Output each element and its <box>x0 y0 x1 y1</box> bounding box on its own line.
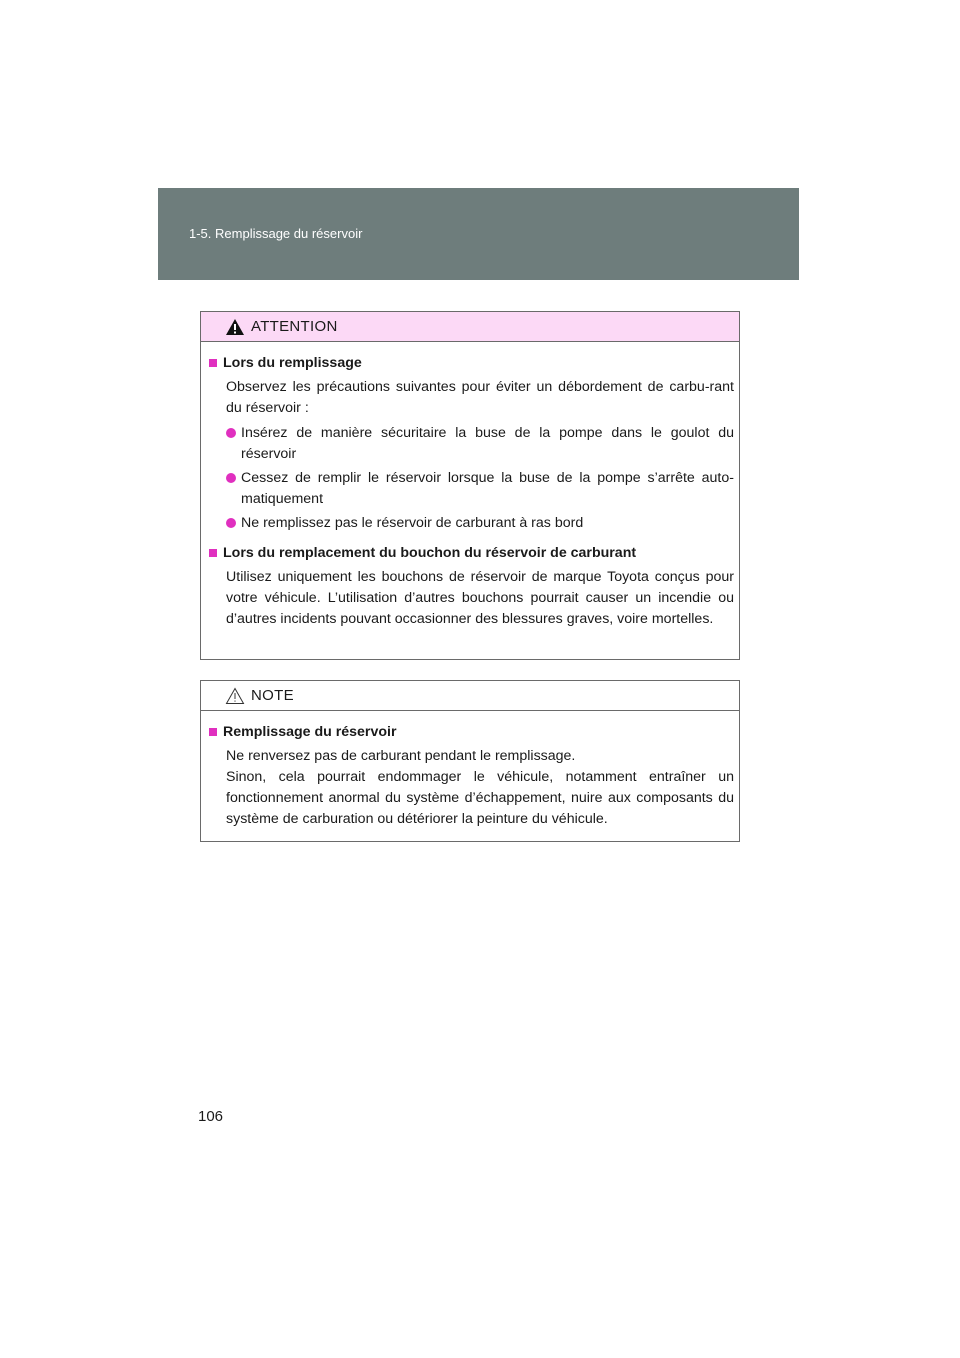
list-item <box>209 513 734 534</box>
list-item-text: Cessez de remplir le réservoir lorsque la buse de la pompe s’arrête auto-matiquement <box>241 470 734 507</box>
warning-triangle-icon <box>225 318 245 336</box>
paragraph: Sinon, cela pourrait endommager le véhicule, notamment entraîner un fonctionnement anormal du système d’échappement, nuire aux composants du système de carburation ou détériorer la peinture du véhicule. <box>226 769 734 827</box>
section-heading-text: Lors du remplacement du bouchon du réservoir de carburant <box>223 545 637 561</box>
circle-bullet-icon <box>226 518 236 528</box>
caution-outline-triangle-icon <box>225 687 245 705</box>
section-heading <box>209 543 734 564</box>
square-bullet-icon <box>209 728 217 736</box>
section-heading <box>209 722 734 743</box>
note-box <box>200 680 740 842</box>
paragraph: Utilisez uniquement les bouchons de réservoir de marque Toyota conçus pour votre véhicule. L’utilisation d’autres bouchons pourrait causer un incendie ou d’autres incidents pouvant occasionner des blessures graves, voire mortelles. <box>226 569 734 627</box>
warning-box-body <box>201 342 739 630</box>
paragraph: Observez les précautions suivantes pour éviter un débordement de carbu-rant du réservoir : <box>226 379 734 416</box>
section-title: 1-5. Remplissage du réservoir <box>189 226 363 241</box>
section-heading <box>209 353 734 374</box>
section-heading-text: Lors du remplissage <box>223 355 362 371</box>
section-header-band <box>158 188 799 280</box>
paragraph: Ne renversez pas de carburant pendant le remplissage. <box>226 748 576 764</box>
circle-bullet-icon <box>226 428 236 438</box>
warning-box <box>200 311 740 660</box>
warning-title: ATTENTION <box>251 318 338 335</box>
warning-box-header <box>201 312 739 342</box>
circle-bullet-icon <box>226 473 236 483</box>
square-bullet-icon <box>209 549 217 557</box>
list-item-text: Insérez de manière sécuritaire la buse de la pompe dans le goulot du réservoir <box>241 425 734 462</box>
note-title: NOTE <box>251 687 294 704</box>
list-item <box>209 423 734 465</box>
note-box-header <box>201 681 739 711</box>
page-number: 106 <box>198 1108 224 1125</box>
list-item-text: Ne remplissez pas le réservoir de carburant à ras bord <box>241 515 584 531</box>
square-bullet-icon <box>209 359 217 367</box>
note-box-body <box>201 711 739 830</box>
section-heading-text: Remplissage du réservoir <box>223 724 397 740</box>
list-item <box>209 468 734 510</box>
